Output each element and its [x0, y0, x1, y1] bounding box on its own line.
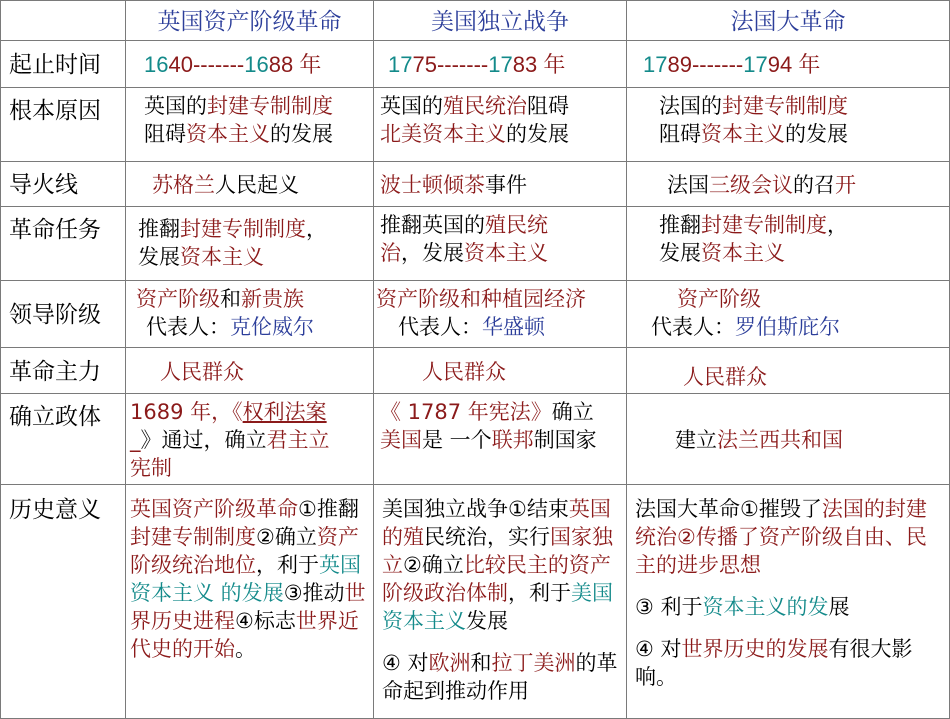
- col-header-england: 英国资产阶级革命: [126, 1, 374, 41]
- corner-cell: [1, 1, 126, 41]
- text: ④ 对: [382, 651, 429, 675]
- keyword: 世界历史的发展: [681, 637, 829, 661]
- keyword: _: [130, 428, 141, 452]
- keyword: 世界历史进程: [130, 581, 366, 633]
- text: ，发展: [401, 241, 464, 265]
- keyword: 法国的封建统治②传播了资产阶级自由、民主的进步思想: [635, 497, 927, 577]
- row-force: [1, 348, 950, 394]
- year-part: 17: [488, 52, 513, 77]
- cause-america: [374, 88, 627, 162]
- text: ④ 对: [635, 637, 682, 661]
- keyword: 资产阶级: [136, 287, 220, 311]
- row-leader: [1, 281, 950, 348]
- text: 英国的: [380, 94, 443, 118]
- time-france: [627, 41, 950, 88]
- text: ，利于: [256, 553, 319, 577]
- keyword: 波士顿倾茶: [380, 173, 485, 197]
- meaning-england: [126, 485, 374, 719]
- keyword: 展: [262, 581, 284, 605]
- text: 法国: [667, 173, 709, 197]
- keyword: 资产阶级: [677, 287, 761, 311]
- cause-france: [627, 88, 950, 162]
- keyword: 欧洲: [428, 651, 471, 675]
- year-part: 89-------: [667, 52, 744, 77]
- text: 的发展: [270, 122, 333, 146]
- row-cause: [1, 88, 950, 162]
- text: 的召: [793, 173, 835, 197]
- text: 展: [828, 595, 850, 619]
- leader-england: [126, 281, 374, 348]
- text: ①推翻: [298, 497, 359, 521]
- meaning-america-para1: [382, 495, 622, 635]
- fuse-france: [627, 162, 950, 207]
- text: 的发展: [506, 122, 569, 146]
- text: ，利于: [508, 581, 571, 605]
- row-label-force: 革命主力: [1, 348, 126, 394]
- keyword: 封建专制制度: [722, 94, 848, 118]
- text: 代表人：: [651, 315, 735, 339]
- row-label-time: 起止时间: [1, 41, 126, 88]
- meaning-france-para2: [635, 593, 943, 621]
- col-header-france: 法国大革命: [627, 1, 950, 41]
- force-france: [627, 348, 950, 394]
- text: 的革命起到推动作用: [382, 651, 618, 703]
- keyword: 1689 年，《: [130, 400, 243, 424]
- keyword: 资产阶级统治地位: [130, 525, 359, 577]
- header-row: [1, 1, 950, 41]
- keyword: 法兰西共和国: [717, 428, 843, 452]
- text: 有很大影响。: [635, 637, 913, 689]
- keyword: 苏格兰: [152, 173, 215, 197]
- keyword: 英国资产阶级革命: [130, 497, 298, 521]
- keyword: 联邦: [491, 428, 534, 452]
- row-label-task: 革命任务: [1, 207, 126, 281]
- keyword: 人民群众: [683, 365, 767, 389]
- meaning-france-para1: [635, 495, 943, 579]
- keyword: 新贵族: [241, 287, 304, 311]
- leader-name: 华盛顿: [482, 315, 545, 339]
- text: 阻碍: [659, 122, 701, 146]
- keyword: 资本主义: [464, 241, 548, 265]
- text: 人民起义: [215, 173, 299, 197]
- keyword: 国家独立: [382, 525, 613, 577]
- row-label-regime: 确立政体: [1, 394, 126, 485]
- row-task: [1, 207, 950, 281]
- year-part: 17: [743, 52, 768, 77]
- keyword: 君主立: [266, 428, 330, 452]
- keyword: 北美资本主义: [380, 122, 506, 146]
- text: 代表人：: [146, 315, 230, 339]
- text: 阻碍: [527, 94, 569, 118]
- task-england: [126, 207, 374, 281]
- keyword: 资本主义: [701, 241, 785, 265]
- year-part: 83 年: [512, 52, 566, 77]
- year-part: 94 年: [767, 52, 821, 77]
- text: 。: [235, 637, 256, 661]
- meaning-america-para2: [382, 649, 622, 705]
- keyword: 人民群众: [422, 359, 506, 384]
- text: 发展: [466, 609, 508, 633]
- keyword: 《 1787 年宪法》: [380, 400, 552, 424]
- regime-england: [126, 394, 374, 485]
- text: 和: [470, 651, 492, 675]
- text: 代表人：: [398, 315, 482, 339]
- keyword: 治: [380, 241, 401, 265]
- row-label-cause: 根本原因: [1, 88, 126, 162]
- keyword: 资本主义: [186, 122, 270, 146]
- text: 是 一个: [422, 428, 492, 452]
- text: 推翻英国的: [380, 213, 485, 237]
- force-england: [126, 348, 374, 394]
- keyword: 美国资本主义: [382, 581, 613, 633]
- text: 建立: [675, 428, 717, 452]
- keyword: 权利法案: [242, 400, 327, 424]
- text: 推翻: [659, 213, 701, 237]
- text: ②确立: [403, 553, 464, 577]
- text: 发展: [659, 241, 701, 265]
- keyword: 美国: [380, 428, 422, 452]
- row-label-fuse: 导火线: [1, 162, 126, 207]
- keyword: 资产阶级和种植园经济: [376, 287, 586, 311]
- keyword: 三级会议: [709, 173, 793, 197]
- text: 确立: [551, 400, 594, 424]
- keyword: 开: [835, 173, 856, 197]
- cause-england: [126, 88, 374, 162]
- row-time: [1, 41, 950, 88]
- year-part: 17: [643, 52, 668, 77]
- keyword: 封建专制制度: [180, 217, 306, 241]
- keyword: 世界近代史的开始: [130, 609, 359, 661]
- fuse-england: [126, 162, 374, 207]
- meaning-france: [627, 485, 950, 719]
- text: 推翻: [138, 217, 180, 241]
- leader-name: 克伦威尔: [230, 315, 314, 339]
- keyword: 封建专制制度: [130, 525, 256, 549]
- keyword: 殖民统治: [443, 94, 527, 118]
- keyword: 英国的殖: [382, 497, 611, 549]
- leader-america: [374, 281, 627, 348]
- keyword: 宪制: [130, 456, 172, 480]
- keyword: 封建专制制度: [701, 213, 827, 237]
- keyword: 殖民统: [485, 213, 548, 237]
- keyword: 资本主义: [701, 122, 785, 146]
- keyword: 资本主义: [180, 245, 264, 269]
- meaning-france-para3: [635, 635, 943, 691]
- year-part: 16: [144, 52, 169, 77]
- keyword: 英国资本主义 的发: [130, 553, 361, 605]
- keyword: 比较民主的资产阶级政治体制: [382, 553, 611, 605]
- time-england: [126, 41, 374, 88]
- leader-name: 罗伯斯庇尔: [735, 315, 840, 339]
- text: 事件: [485, 173, 527, 197]
- row-regime: [1, 394, 950, 485]
- text: 法国的: [659, 94, 722, 118]
- year-part: 16: [244, 52, 269, 77]
- text: ，: [827, 213, 848, 237]
- text: 制国家: [533, 428, 597, 452]
- text: 发展: [138, 245, 180, 269]
- col-header-america: 美国独立战争: [374, 1, 627, 41]
- row-meaning: [1, 485, 950, 719]
- regime-france: [627, 394, 950, 485]
- text: 的发展: [785, 122, 848, 146]
- text: ③ 利于: [635, 595, 703, 619]
- year-part: 17: [388, 52, 413, 77]
- fuse-america: [374, 162, 627, 207]
- regime-america: [374, 394, 627, 485]
- year-part: 75-------: [412, 52, 489, 77]
- text: 美国独立战争①结束: [382, 497, 569, 521]
- year-part: 40-------: [168, 52, 245, 77]
- text: 法国大革命①摧毁了: [635, 497, 822, 521]
- keyword: 资本主义的发: [702, 595, 829, 619]
- task-france: [627, 207, 950, 281]
- leader-france: [627, 281, 950, 348]
- text: 阻碍: [144, 122, 186, 146]
- text: ，: [306, 217, 327, 241]
- row-label-leader: 领导阶级: [1, 281, 126, 348]
- text: 和: [220, 287, 241, 311]
- force-america: [374, 348, 627, 394]
- text: 英国的: [144, 94, 207, 118]
- meaning-america: [374, 485, 627, 719]
- text: 民统治，实行: [424, 525, 550, 549]
- keyword: 封建专制制度: [207, 94, 333, 118]
- year-part: 88 年: [268, 52, 322, 77]
- keyword: 拉丁美洲: [491, 651, 576, 675]
- task-america: [374, 207, 627, 281]
- row-label-meaning: 历史意义: [1, 485, 126, 719]
- row-fuse: [1, 162, 950, 207]
- text: ③推动: [283, 581, 345, 605]
- time-america: [374, 41, 627, 88]
- text: ②确立: [256, 525, 317, 549]
- text: 》通过，确立: [140, 428, 267, 452]
- text: ④标志: [235, 609, 296, 633]
- keyword: 人民群众: [160, 359, 244, 384]
